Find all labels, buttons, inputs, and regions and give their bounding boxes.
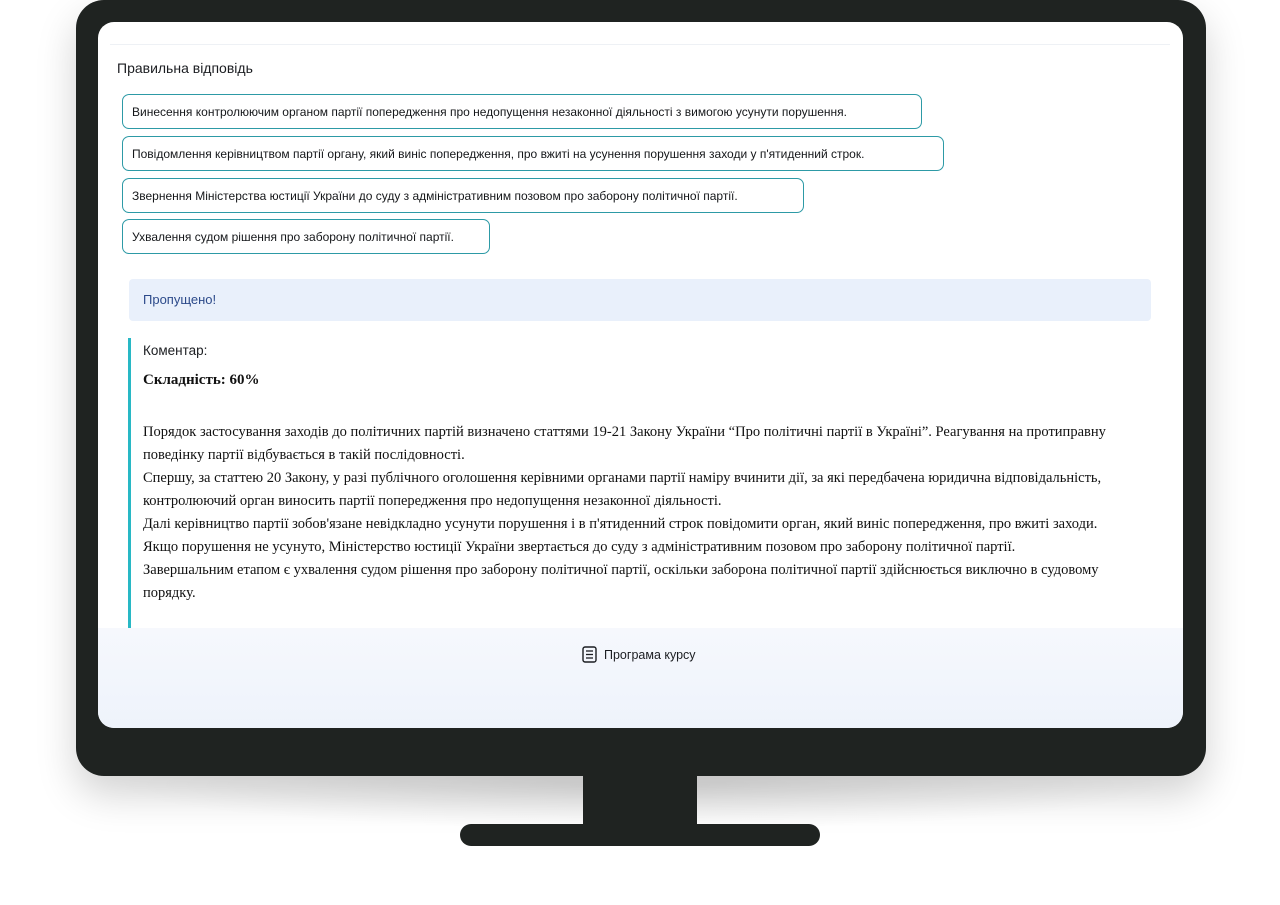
comment-paragraph: Якщо порушення не усунуто, Міністерство юстиції України звертається до суду з адміністративним позовом про заборону політичної партії. — [143, 539, 1016, 555]
comment-text — [143, 421, 1128, 605]
answer-item: Ухвалення судом рішення про заборону політичної партії. — [122, 219, 490, 254]
comment-paragraph: Спершу, за статтею 20 Закону, у разі публічного оголошення керівними органами партії наміру вчинити дії, за які передбачена юридична відповідальність, контролюючий орган виносить партії попередження про недопущення незаконної діяльності. — [143, 470, 1102, 509]
monitor-stand-neck — [583, 776, 697, 828]
comment-paragraph: Далі керівництво партії зобов'язане невідкладно усунути порушення і в п'ятиденний строк повідомити орган, який виніс попередження, про вжиті заходи. — [143, 516, 1098, 532]
correct-answer-title: Правильна відповідь — [117, 60, 253, 76]
answer-item: Повідомлення керівництвом партії органу, який виніс попередження, про вжиті на усунення порушення заходи у п'ятиденний строк. — [122, 136, 944, 171]
comment-paragraph: Завершальним етапом є ухвалення судом рішення про заборону політичної партії, оскільки заборона політичної партії здійснюється виключно в судовому порядку. — [143, 562, 1099, 601]
comment-block — [128, 338, 1138, 628]
monitor-stand-base — [460, 824, 820, 846]
footer-bar — [98, 628, 1183, 728]
skipped-status-banner: Пропущено! — [129, 279, 1151, 321]
difficulty-label: Складність: 60% — [143, 372, 260, 388]
comment-paragraph: Порядок застосування заходів до політичних партій визначено статтями 19-21 Закону України “Про політичні партії в Україні”. Реагування на протиправну поведінку партії відбувається в такій послідовності. — [143, 424, 1106, 463]
course-program-label: Програма курсу — [604, 647, 696, 662]
list-document-icon — [582, 646, 597, 663]
answer-item: Винесення контролюючим органом партії попередження про недопущення незаконної діяльності з вимогою усунути порушення. — [122, 94, 922, 129]
course-program-link[interactable] — [582, 646, 696, 663]
screen — [98, 22, 1183, 728]
answer-item: Звернення Міністерства юстиції України до суду з адміністративним позовом про заборону політичної партії. — [122, 178, 804, 213]
comment-label: Коментар: — [143, 343, 208, 358]
